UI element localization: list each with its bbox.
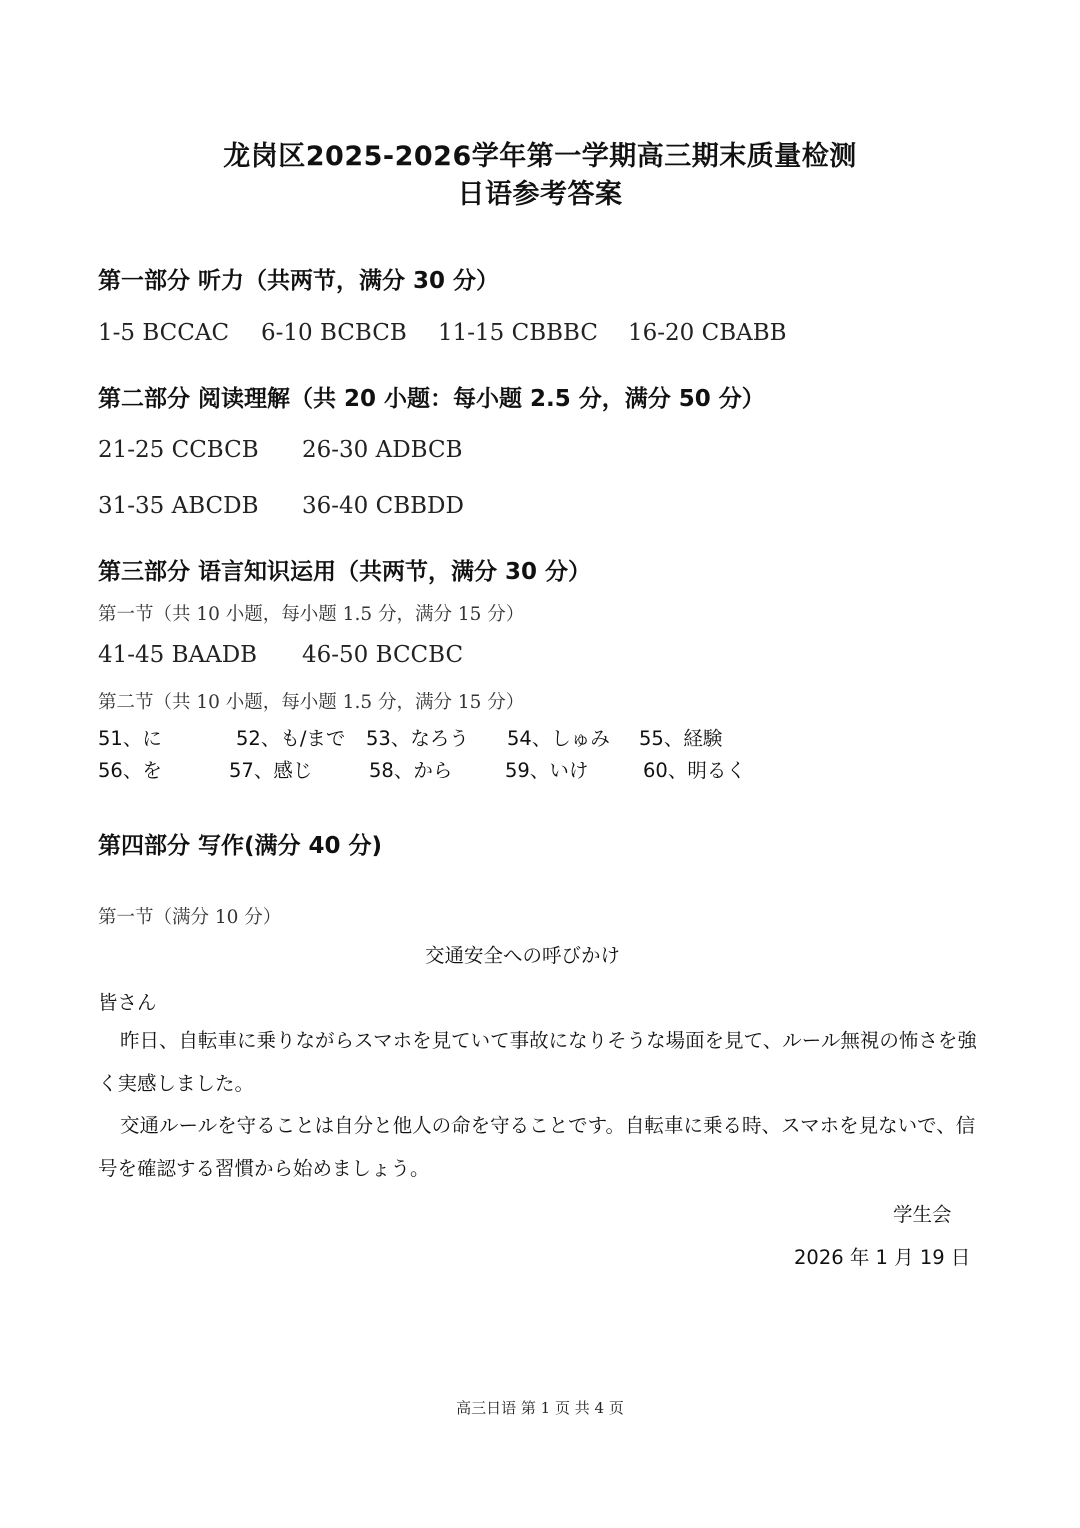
part2-answer-3: 31-35 ABCDB <box>98 493 259 519</box>
fill-answer-57: 57、感じ <box>229 759 313 782</box>
part4-section1-label: 第一节（满分 10 分） <box>98 907 282 928</box>
part2-answer-4: 36-40 CBBDD <box>302 493 464 519</box>
part2-heading: 第二部分 阅读理解（共 20 小题：每小题 2.5 分，满分 50 分） <box>98 386 765 412</box>
part3-section2-label: 第二节（共 10 小题，每小题 1.5 分，满分 15 分） <box>98 692 525 713</box>
part3-section1-answer-1: 41-45 BAADB <box>98 642 258 668</box>
fill-answer-51: 51、に <box>98 727 162 750</box>
part1-answer-2: 6-10 BCBCB <box>261 320 407 346</box>
essay-signature: 学生会 <box>893 1203 952 1226</box>
document-title: 龙岗区2025-2026学年第一学期高三期末质量检测 <box>223 141 857 172</box>
fill-answer-53: 53、なろう <box>366 727 469 750</box>
essay-paragraph-2: 交通ルールを守ることは自分と他人の命を守ることです。自転車に乗る時、スマホを見ないで、信号を確認する習慣から始めましょう。 <box>98 1114 976 1180</box>
fill-answer-56: 56、を <box>98 759 162 782</box>
part3-heading: 第三部分 语言知识运用（共两节，满分 30 分） <box>98 559 592 585</box>
part4-heading: 第四部分 写作(满分 40 分) <box>98 833 383 859</box>
part2-answer-1: 21-25 CCBCB <box>98 437 259 463</box>
part1-answer-1: 1-5 BCCAC <box>98 320 230 346</box>
part1-answer-3: 11-15 CBBBC <box>438 320 598 346</box>
essay-salutation: 皆さん <box>98 991 157 1014</box>
fill-answer-58: 58、から <box>369 759 453 782</box>
fill-answer-55: 55、経験 <box>639 727 723 750</box>
part1-answer-4: 16-20 CBABB <box>628 320 787 346</box>
page-footer: 高三日语 第 1 页 共 4 页 <box>456 1399 624 1417</box>
document-subtitle: 日语参考答案 <box>457 179 623 210</box>
part1-heading: 第一部分 听力（共两节，满分 30 分） <box>98 268 500 294</box>
part2-answer-2: 26-30 ADBCB <box>302 437 463 463</box>
fill-answer-59: 59、いけ <box>505 759 589 782</box>
fill-answer-60: 60、明るく <box>643 759 746 782</box>
fill-answer-52: 52、も/まで <box>236 727 346 750</box>
essay-title: 交通安全への呼びかけ <box>424 944 620 967</box>
essay-paragraph-1: 昨日、自転車に乗りながらスマホを見ていて事故になりそうな場面を見て、ルール無視の怖さを強く実感しました。 <box>98 1029 977 1095</box>
part3-section1-label: 第一节（共 10 小题，每小题 1.5 分，满分 15 分） <box>98 604 525 625</box>
part3-section1-answer-2: 46-50 BCCBC <box>302 642 464 668</box>
essay-date: 2026 年 1 月 19 日 <box>794 1246 971 1269</box>
fill-answer-54: 54、しゅみ <box>507 727 610 750</box>
